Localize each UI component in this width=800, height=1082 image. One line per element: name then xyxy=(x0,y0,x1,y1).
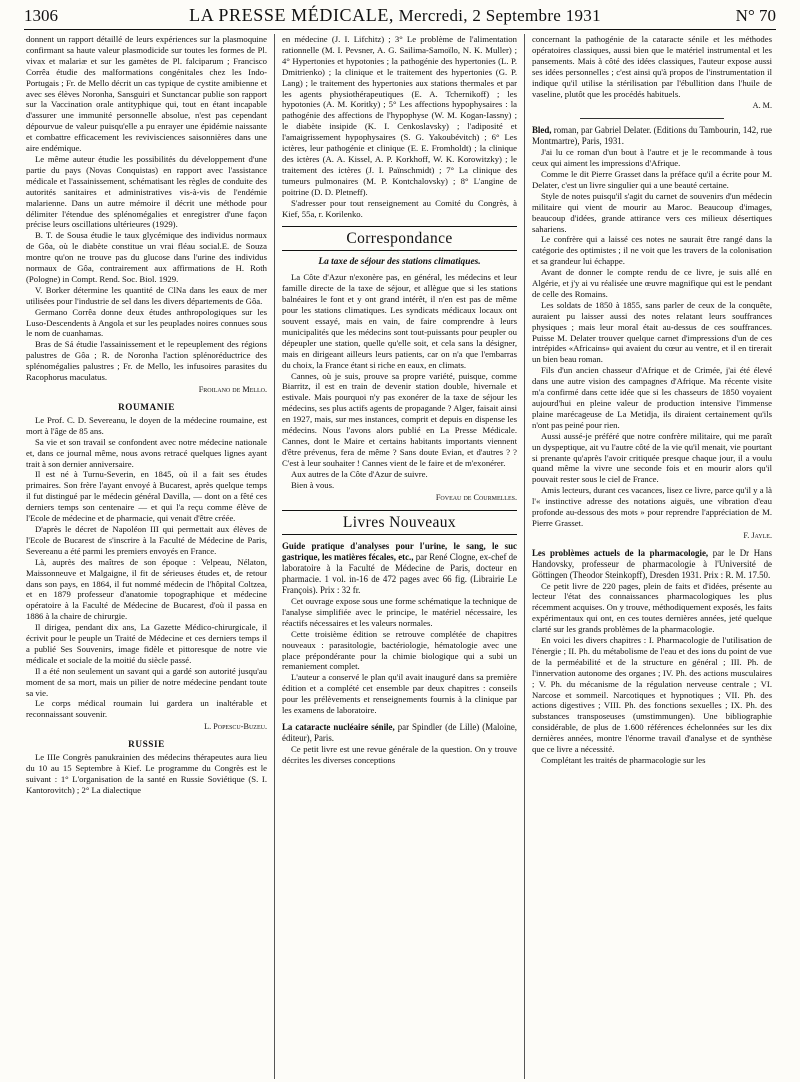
paragraph: B. T. de Sousa étudie le taux glycémique des individus normaux de Gôa, où le diabète constitue un vrai fléau social.E. de Souza montre qu'on ne trouve pas du glucose dans l'urine des individus normaux de Gôa, contrairement aux affirmations de H. Roth (Pologne) in Compt. Rend. Soc. Biol. 1929. xyxy=(26,230,267,284)
paragraph: Aux autres de la Côte d'Azur de suivre. xyxy=(291,468,428,479)
paragraph: Le même auteur étudie les possibilités du développement d'une partie du pays (Novas Conquistas) en rapport avec l'assistance médicale et l'assainissement, schématisant les règles de conduite des autorités sanitaires et administratives vis-à-vis de l'endémie malarienne. Dans un autre mémoire il décrit une méthode pour délimiter l'étendue des splénomégalies et enregistrer d'une façon précise leurs oscillations ultérieures (1929). xyxy=(26,153,267,230)
paragraph: Le confrère qui a laissé ces notes ne saurait être rangé dans la catégorie des optimistes ; il ne voit que les travers de la colonisation et sa grandeur lui échappe. xyxy=(532,234,772,267)
journal-masthead xyxy=(84,5,706,26)
book-title: Les problèmes actuels de la pharmacologie, xyxy=(532,547,709,558)
paragraph: L'auteur a conservé le plan qu'il avait inauguré dans sa première édition et a complété cet ensemble par deux chapitres : conseils pour les prélèvements et renseignements fournis à la clinique par les examens de laboratoire. xyxy=(282,672,517,716)
running-header xyxy=(24,0,776,30)
book-title: Guide pratique d'analyses pour l'urine, le sang, le suc gastrique, les matières fécales, etc., xyxy=(282,541,517,563)
paragraph: Le Prof. C. D. Severeanu, le doyen de la médecine roumaine, est mort à l'âge de 85 ans. xyxy=(26,414,267,436)
paragraph: Amis lecteurs, durant ces vacances, lisez ce livre, parce qu'il y a là l'« instinctive adresse des notations aiguës, une vibration d'eau profonde au-dessous des mots » pour reprendre l'appréciation de M. Pierre Grasset. xyxy=(532,485,772,528)
author-signature: F. Jayle. xyxy=(743,530,772,540)
book-details: roman, par Gabriel Delater. (Editions du Tambourin, 142, rue Montmartre), Paris, 1931. xyxy=(532,125,772,147)
section-heading-russie: RUSSIE xyxy=(128,739,165,750)
page-number: 1306 xyxy=(24,6,58,25)
paragraph: Bras de Sá étudie l'assainissement et le repeuplement des régions palustres de Gôa ; R. de Noronha l'action splénoréductrice des splénomégalies palustres ; Fr. de Mello, les infusoires parasites du Racophorus maculatus. xyxy=(26,339,267,383)
paragraph: Les soldats de 1850 à 1855, sans parler de ceux de la conquête, auraient pu laisser aussi des notes relatant leurs souffrances physiques ; mais leur moral était au-dessus de ces souffrances. Puisse M. Delater trouver quelque carnet d'impressions d'un de ces intrépides «Africains» qui avaient du cœur au ventre, et il en tirerait un bien beau roman. xyxy=(532,299,772,365)
paragraph: Bien à vous. xyxy=(291,479,335,490)
book-review-heading xyxy=(282,722,517,744)
author-signature: L. Popescu-Buzeu. xyxy=(204,722,267,732)
paragraph: Il dirigea, pendant dix ans, La Gazette Médico-chirurgicale, il écrivit pour le peuple un Traité de Médecine et ces derniers temps il a publié Ses Souvenirs, image fidèle et pittoresque de notre vie médicale et sociale de la moitié du siècle passé. xyxy=(26,622,267,665)
book-title: La cataracte nucléaire sénile, xyxy=(282,721,395,732)
paragraph: Comme le dit Pierre Grasset dans la préface qu'il a écrite pour M. Delater, c'est un livre singulier qui a une beauté certaine. xyxy=(532,168,772,190)
paragraph: Il est né à Turnu-Severin, en 1845, où il a fait ses études primaires. Son frère l'ayant envoyé à Bucarest, après quelque temps il fut distingué par le médecin général Davilla, — dont on a fêté ces derniers temps son centenaire — et qui l'a reçu comme élève de l'Ecole de médecine et de pharmacie, qui venait d'être créée. xyxy=(26,469,267,524)
book-review-heading xyxy=(532,548,772,581)
paragraph: Le IIIe Congrès panukrainien des médecins thérapeutes aura lieu du 10 au 15 Septembre à Kief. Le programme du Congrès est le suivant : 1° L'organisation de la santé en Russie Soviétique (S. I. Kantorovitch) ; 2° La dialectique xyxy=(26,752,267,795)
paragraph: Là, auprès des maîtres de son époque : Velpeau, Nélaton, Maissonneuve et Malgaigne, il fit de sérieuses études et, de retour dans son pays, en 1864, il fut nommé médecin de l'hôpital Coltzea, et en 1879 professeur d'anatomie topographique et médecine opératoire à la Faculté de Médecine de Bucarest, d'où il passa en 1886 à la chaire de chirurgie. xyxy=(26,556,267,622)
book-details: par René Clogne, ex-chef de laboratoire à la Faculté de Médecine de Paris, docteur en pharmacie. 1 vol. in-16 de 472 pages avec 66 fig. (Librairie Le François). Prix : 32 fr. xyxy=(282,552,518,596)
paragraph: donnent un rapport détaillé de leurs expériences sur la plasmoquine confirmant sa haute valeur plasmodicide sur toutes les formes de Pl. vivax et malariæ et sur les gamètes de Pl. falciparum ; Francisco Corrêa étudie des malformations congénitales chez les Indo-Portugais ; Fr. de Mello décrit un cas typique de cystite amibienne et avec ses élèves Noronha, Sansguiri et Sunctancar publie son rapport sur la Vaccination orale antityphique qui, tout en étant incapable d'assurer une immunité personnelle absolue, n'est pas cependant dépourvue de valeur puisqu'elle a pu enrayer une épidémie naissante et combattre efficacement les revivisciences saisonnières dans une aire endémique. xyxy=(26,34,267,154)
paragraph: D'après le décret de Napoléon III qui permettait aux élèves de l'Ecole de Bucarest de s'inscrire à la Faculté de Médecine de Paris, Severeanu a été parmi les premiers envoyés en France. xyxy=(26,523,267,556)
section-heading-roumanie: ROUMANIE xyxy=(118,401,175,412)
paragraph: Avant de donner le compte rendu de ce livre, je suis allé en Algérie, et j'y ai vu réalisée une œuvre magnifique qui est le pendant de celle des Romains. xyxy=(532,267,772,299)
book-details: par Spindler (de Lille) (Maloine, éditeur), Paris. xyxy=(282,721,518,743)
paragraph: Il a été non seulement un savant qui a gardé son autorité jusqu'au moment de sa mort, mais un pilier de notre médecine pendant toute sa vie. xyxy=(26,665,267,698)
paragraph: Sa vie et son travail se confondent avec notre médecine nationale et, dans ce journal même, nous avons retracé quelques lignes ayant trait à son dernier anniversaire. xyxy=(26,436,267,469)
column-1 xyxy=(24,34,274,1079)
paragraph: Cet ouvrage expose sous une forme schématique la technique de l'analyse simplifiée avec le principe, le matériel nécessaire, les réactifs nécessaires et les valeurs normales. xyxy=(282,595,517,628)
author-signature: Froilano de Mello. xyxy=(198,385,267,394)
paragraph: V. Borker détermine les quantité de ClNa dans les eaux de mer utilisées pour l'industrie de sel dans les divers départements de Gôa. xyxy=(26,284,267,306)
book-title: Bled, xyxy=(532,125,552,136)
paragraph: Ce petit livre de 220 pages, plein de faits et d'idées, présente au lecteur l'état des connaissances pharmacologiques les plus récemment acquises. On y trouve, méthodiquement exposés, les faits expérimentaux qui ont, en ces toutes dernières années, jeté quelque clarté sur les grands problèmes de la pharmacologie. xyxy=(532,580,772,635)
paragraph: Cannes, où je suis, prouve sa propre variété, puisque, comme Biarritz, il est en train de devenir station double, hivernale et estivale. Mais pourquoi n'y pas exonérer de la taxe de séjour les médecins, ses plus actifs agents de propagande ? Alger, faisait ainsi en 1927, mais, sur mes instances, comprit et depuis en dispense les médecins. Nous l'avons alors publié en La Presse Médicale. Cannes, dont le Maire et certains habitants importants viennent d'être prévenus, fera de même ? Sans doute Evian, et d'autres ? ? C'est à leur souhaiter ! Cannes vient de le faire et de m'exonérer. xyxy=(282,370,517,468)
paragraph: S'adresser pour tout renseignement au Comité du Congrès, à Kief, 55a, r. Korilenko. xyxy=(282,197,517,219)
divider xyxy=(580,118,724,119)
journal-title: LA PRESSE MÉDICALE, xyxy=(189,5,395,25)
section-banner-correspondance: Correspondance xyxy=(282,226,517,251)
paragraph: Fils d'un ancien chasseur d'Afrique et de Crimée, j'ai été élevé dans une autre vision des campagnes d'Afrique. Ma récente visite m'a confirmé dans cette idée que si les chasseurs de 1850 voyaient aujourd'hui en pleine valeur de production intensive l'immense plaine marécageuse de La Metidja, ils diraient certainement qu'ils n'ont pas peiné pour rien. xyxy=(532,365,772,430)
paragraph: Germano Corrêa donne deux études anthropologiques sur les Luso-Descendents à Angola et sur les peuplades noires connues sous le nom de cuanhamas. xyxy=(26,306,267,339)
paragraph: concernant la pathogénie de la cataracte sénile et les méthodes opératoires classiques, aussi bien que le matériel instrumental et les pansements. Mais à côté des idées classiques, l'auteur expose aussi ses idées personnelles ; c'est ainsi qu'à propos de l'instrumentation il indique qu'il utilise la stérilisation par l'ébullition dans l'huile de vaseline, plutôt que les procédés habituels. xyxy=(532,34,772,99)
paragraph: J'ai lu ce roman d'un bout à l'autre et je le recommande à tous ceux qui aiment les impressions d'Afrique. xyxy=(532,147,772,169)
column-2 xyxy=(274,34,524,1079)
paragraph: en médecine (J. I. Lifchitz) ; 3° Le problème de l'alimentation rationnelle (M. I. Pevsner, A. G. Sailima-Samoïlo, N. K. Muller) ; 4° Hypertonies et hypotonies ; la pathogénie des hypertonies (L. P. Dmitrienko) ; la clinique et le traitement des hypertonies (G. P. Lang) ; le traitement des hypertonies aux stations thermales et par les agents physiothérapeutiques (E. A. Tchernikoff) ; les hypotonies (A. M. Koritky) ; 5° Les affections hypophysaires : la pathogénie des affections de l'hypophyse (W. M. Kogan-Iassny) ; le diabète insipide (K. I. Cenkoslavsky) ; l'adiposité et l'amaigrissement hypophysaires (S. G. Yakoubévitch) ; 6° Les ictères, leur pathogénie et clinique (E. E. Fromholdt) ; la clinique des ictères (A. A. Kissel, A. P. Korkhoff, W. K. Korowitzky) ; le traitement des ictères (J. I. Païnschmidt) ; 7° La clinique des tumeurs pulmonaires (M. P. Kontchalovsky) ; 8° L'angine de poitrine (D. D. Pletneff). xyxy=(282,34,517,197)
paragraph: Cette troisième édition se retrouve complétée de chapitres nouveaux : parasitologie, bactériologie, hématologie avec une place prépondérante pour la chimie biologique qui a subi un remaniement complet. xyxy=(282,628,517,672)
article-subheading: La taxe de séjour des stations climatiques. xyxy=(318,257,481,268)
paragraph: Complétant les traités de pharmacologie sur les xyxy=(541,755,706,765)
paragraph: Style de notes puisqu'il s'agit du carnet de souvenirs d'un médecin militaire qui vient de mourir au Maroc. Beaucoup d'images, beaucoup d'idées, grande attirance vers ces milieux désertiques sahariens. xyxy=(532,190,772,234)
paragraph: La Côte d'Azur n'exonère pas, en général, les médecins et leur famille directe de la taxe de séjour, et allègue que si les stations balnéaires le font et y ont grand intérêt, il n'en est pas de même pour les stations climatiques. Les syndicats médicaux locaux ont souvent essayé, mais en vain, de faire comprendre à leurs municipalités que les médecins sont tout-puissants pour peupler ou dépeupler une station, quelle qu'elle soit, et cela sans la désigner, mais en dirigeant ailleurs leurs patients, car on n'a que l'embarras du choix, la France étant si riche en eaux, en climats. xyxy=(282,272,517,370)
issue-date: Mercredi, 2 Septembre 1931 xyxy=(398,6,601,25)
book-review-heading xyxy=(282,541,517,596)
paragraph: En voici les divers chapitres : I. Pharmacologie de l'utilisation de l'énergie ; II. Ph. du métabolisme de l'eau et des ions du point de vue de la perméabilité et de la structure en général ; III. Ph. de l'innervation autonome des organes ; IV. Ph. des actions musculaires ; V. Ph. du mécanisme de la régulation nerveuse centrale ; VI. Narcose et sommeil. Narcotiques et hypnotiques ; VII. Ph. des actions digestives ; VIII. Ph. des fonctions sexuelles ; IX. Ph. des substances transposeuses (umstimmungen). Une bibliographie considérable, de plus de 1.600 références échelonnées sur les dix dernières années, montre l'énorme travail d'analyse et de synthèse que ce livre a nécessité. xyxy=(532,635,772,755)
issue-number: N° 70 xyxy=(735,6,776,25)
author-signature: A. M. xyxy=(752,101,772,111)
author-signature: Foveau de Courmelles. xyxy=(435,492,517,502)
article-columns xyxy=(24,34,776,1079)
paragraph: Le corps médical roumain lui gardera un inaltérable et reconnaissant souvenir. xyxy=(26,698,267,720)
section-banner-livres-nouveaux: Livres Nouveaux xyxy=(282,510,517,535)
book-details: par le Dr Hans Handovsky, professeur de pharmacologie à l'Université de Göttingen (Theodor Steinkopff), Dresden 1931. Prix : R. M. 17.50. xyxy=(532,547,773,580)
paragraph: Aussi aussé-je préféré que notre confrère militaire, qui me paraît un dyspeptique, ait vu l'autre côté de la vie qu'il menait, vie pourtant si prenante qu'après l'avoir critiquée presque chaque jour, il a voulu quand même la vivre une seconde fois et en mourir alors qu'il pouvait rester sous le ciel de France. xyxy=(532,430,772,485)
column-3 xyxy=(524,34,774,1079)
book-review-heading xyxy=(532,125,772,147)
paragraph: Ce petit livre est une revue générale de la question. On y trouve décrites les diverses conceptions xyxy=(282,743,517,765)
